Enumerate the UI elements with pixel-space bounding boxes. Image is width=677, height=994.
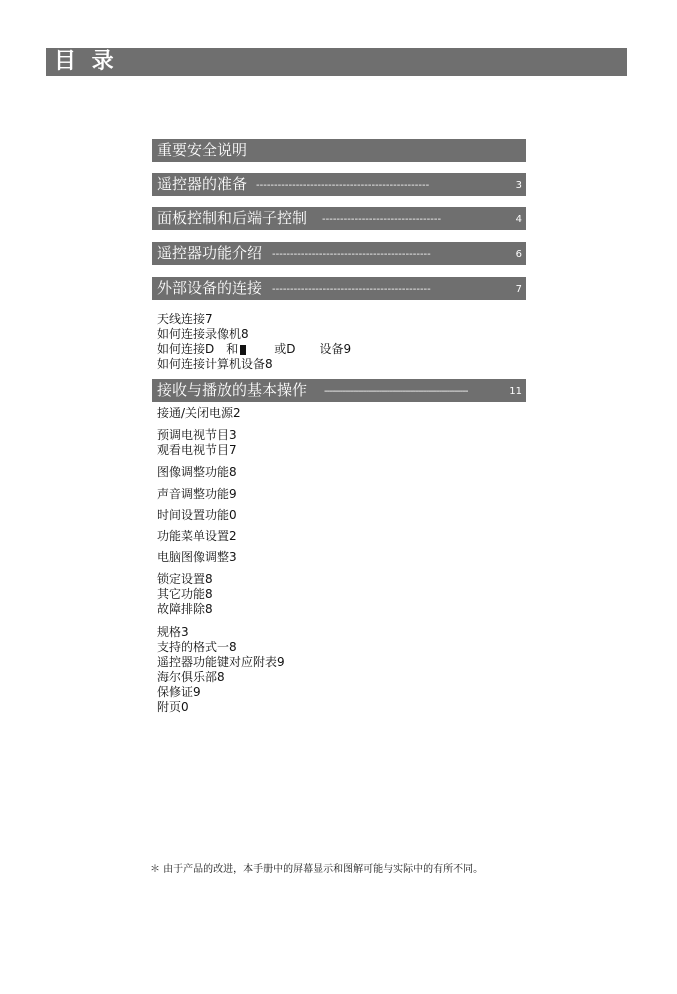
toc-section-panel-control[interactable]: [152, 207, 526, 230]
toc-item-power[interactable]: 接通/关闭电源2: [157, 406, 241, 420]
toc-item-sound[interactable]: 声音调整功能9: [157, 487, 237, 501]
toc-section-label: 接收与播放的基本操作: [157, 381, 308, 399]
toc-leader-dots: ---------------------------------: [322, 214, 442, 225]
toc-item-lock[interactable]: 锁定设置8: [157, 572, 213, 586]
toc-item-remote-table[interactable]: 遥控器功能键对应附表9: [157, 655, 285, 669]
toc-item-timer[interactable]: 时间设置功能0: [157, 508, 237, 522]
toc-item-antenna[interactable]: 天线连接7: [157, 312, 213, 326]
toc-item-preset[interactable]: 预调电视节目3: [157, 428, 237, 442]
toc-item-computer[interactable]: 如何连接计算机设备8: [157, 357, 273, 371]
toc-section-remote-prep[interactable]: [152, 173, 526, 196]
toc-section-basic-operation[interactable]: [152, 379, 526, 402]
box-glyph: [240, 345, 246, 355]
toc-item-appendix[interactable]: 附页0: [157, 700, 189, 714]
toc-item-menu[interactable]: 功能菜单设置2: [157, 529, 237, 543]
toc-item-connect-av[interactable]: [157, 342, 351, 357]
toc-section-remote-functions[interactable]: [152, 242, 526, 265]
toc-page-number: 7: [515, 284, 522, 295]
toc-item-other[interactable]: 其它功能8: [157, 587, 213, 601]
toc-section-label: 外部设备的连接: [157, 279, 263, 297]
toc-section-label: 遥控器功能介绍: [157, 244, 263, 262]
toc-section-label: 遥控器的准备: [157, 175, 248, 193]
toc-item-text: 和: [226, 342, 239, 356]
toc-item-text: 或D: [274, 342, 296, 356]
toc-page-number: 11: [509, 386, 522, 397]
toc-item-trouble[interactable]: 故障排除8: [157, 602, 213, 616]
toc-item-text: 如何连接D: [157, 342, 215, 356]
toc-leader-dots: ------------------------------------------------: [256, 180, 430, 191]
toc-item-watch[interactable]: 观看电视节目7: [157, 443, 237, 457]
toc-section-safety[interactable]: [152, 139, 526, 162]
toc-item-camcorder[interactable]: 如何连接录像机8: [157, 327, 249, 341]
toc-item-formats[interactable]: 支持的格式一8: [157, 640, 237, 654]
toc-item-text: 设备9: [319, 342, 352, 356]
toc-leader-dots: --------------------------------------------: [272, 284, 431, 295]
toc-page-number: 3: [515, 180, 522, 191]
toc-leader-dots: -------------------------------------------------------: [324, 386, 468, 397]
toc-item-warranty[interactable]: 保修证9: [157, 685, 201, 699]
toc-page-number: 6: [515, 249, 522, 260]
toc-section-external-devices[interactable]: [152, 277, 526, 300]
toc-item-picture[interactable]: 图像调整功能8: [157, 465, 237, 479]
page-title-bar: [46, 48, 627, 76]
page-title: 目 录: [54, 49, 118, 74]
toc-leader-dots: --------------------------------------------: [272, 249, 431, 260]
toc-section-label: 面板控制和后端子控制: [157, 209, 308, 227]
toc-page-number: 4: [515, 214, 522, 225]
footnote: ＊ 由于产品的改进，本手册中的屏幕显示和图解可能与实际中的有所不同。: [150, 864, 484, 875]
toc-item-club[interactable]: 海尔俱乐部8: [157, 670, 225, 684]
toc-section-label: 重要安全说明: [157, 141, 248, 159]
toc-item-pc-image[interactable]: 电脑图像调整3: [157, 550, 237, 564]
toc-item-spec[interactable]: 规格3: [157, 625, 189, 639]
